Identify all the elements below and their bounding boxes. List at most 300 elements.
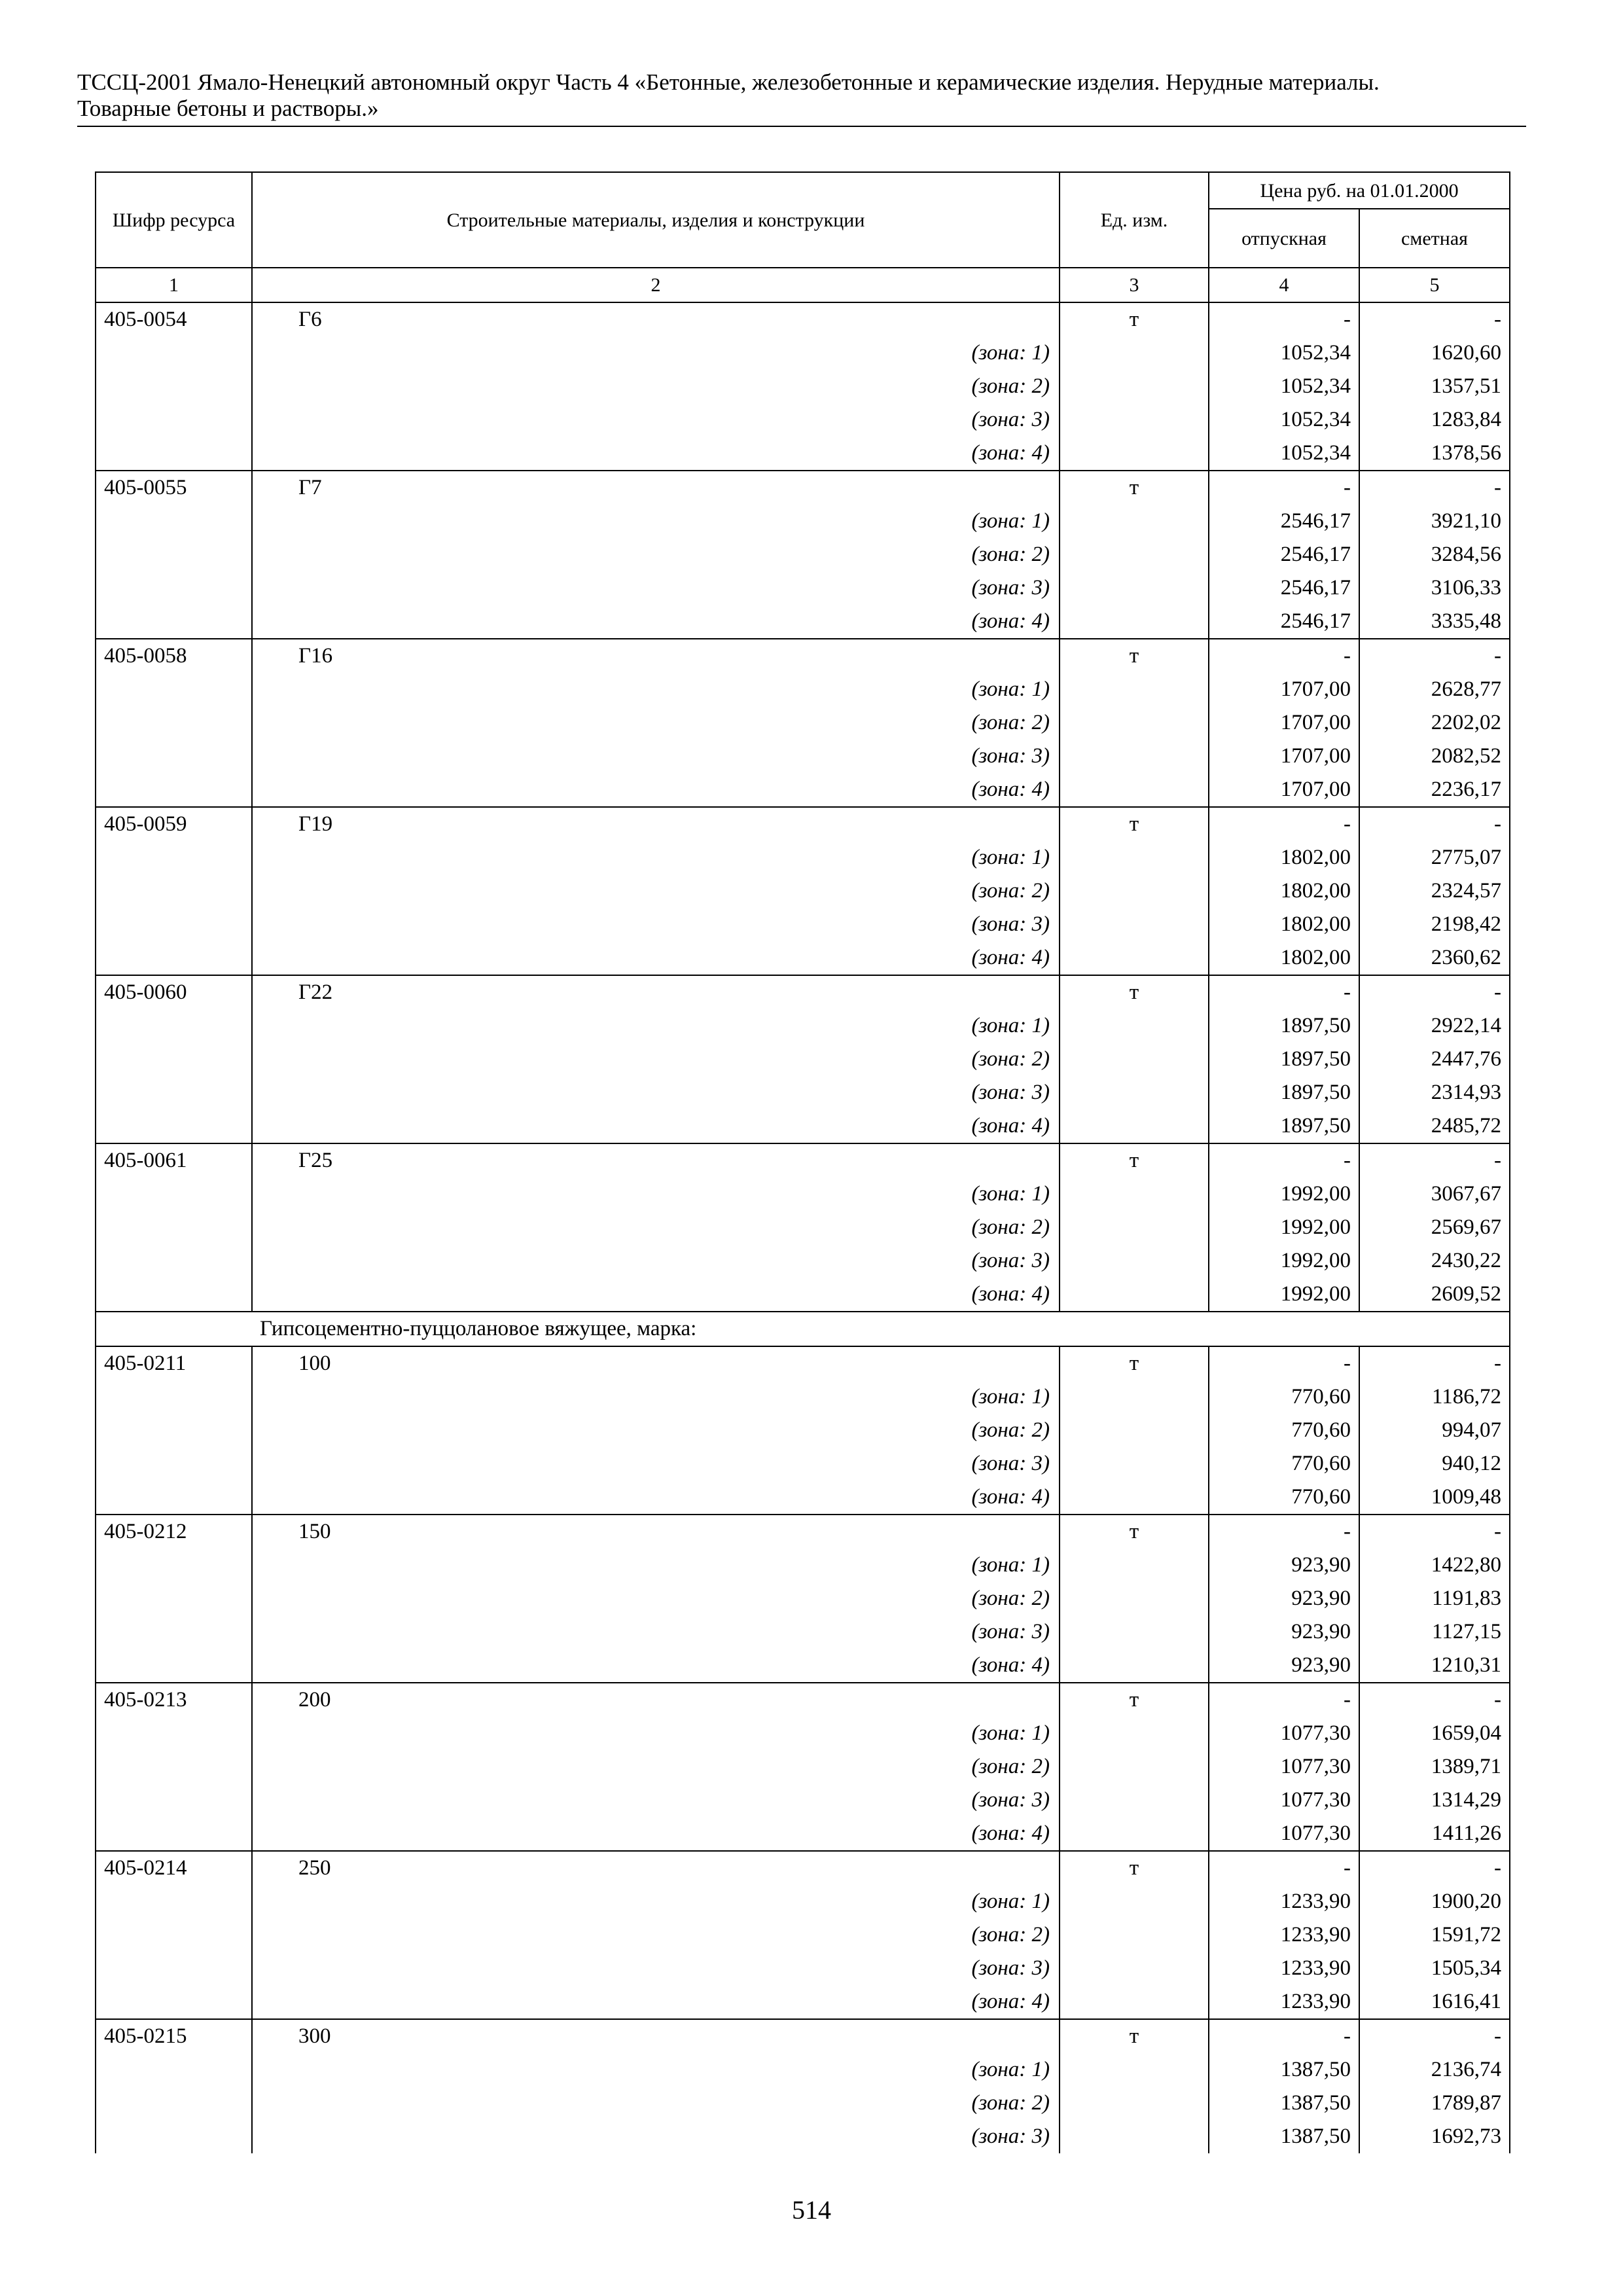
zone-label: (зона: 3) [252, 740, 1060, 773]
zone-label: (зона: 3) [252, 1784, 1060, 1817]
empty-cell [1060, 2120, 1209, 2153]
release-price: 1077,30 [1209, 1717, 1359, 1750]
zone-row [96, 571, 1510, 605]
zone-label: (зона: 4) [252, 1985, 1060, 2019]
release-price: 1077,30 [1209, 1750, 1359, 1784]
resource-code: 405-0058 [96, 639, 252, 673]
empty-cell [1060, 1649, 1209, 1683]
zone-row [96, 1043, 1510, 1076]
empty-cell [96, 941, 252, 975]
table-row [96, 2019, 1510, 2053]
zone-label: (зона: 4) [252, 1649, 1060, 1683]
resource-code: 405-0214 [96, 1851, 252, 1885]
release-price: - [1209, 2019, 1359, 2053]
empty-cell [1060, 1244, 1209, 1278]
zone-label: (зона: 1) [252, 1885, 1060, 1918]
zone-row [96, 2053, 1510, 2087]
empty-cell [1060, 1447, 1209, 1480]
zone-row [96, 706, 1510, 740]
document-header [77, 69, 1526, 127]
empty-cell [1060, 1615, 1209, 1649]
empty-cell [1060, 437, 1209, 471]
table-row [96, 302, 1510, 336]
unit: т [1060, 1683, 1209, 1717]
zone-row [96, 505, 1510, 538]
unit: т [1060, 807, 1209, 841]
empty-cell [1060, 1952, 1209, 1985]
unit: т [1060, 975, 1209, 1009]
empty-cell [96, 1784, 252, 1817]
empty-cell [1060, 2087, 1209, 2120]
empty-cell [1060, 1717, 1209, 1750]
zone-row [96, 1985, 1510, 2019]
release-price: 1052,34 [1209, 437, 1359, 471]
zone-row [96, 1211, 1510, 1244]
estimate-price: 3067,67 [1359, 1177, 1510, 1211]
zone-label: (зона: 3) [252, 2120, 1060, 2153]
empty-cell [1060, 1784, 1209, 1817]
empty-cell [1060, 505, 1209, 538]
table-row [96, 1143, 1510, 1177]
release-price: 1707,00 [1209, 740, 1359, 773]
zone-label: (зона: 2) [252, 1582, 1060, 1615]
empty-cell [96, 1447, 252, 1480]
zone-row [96, 1784, 1510, 1817]
zone-row [96, 673, 1510, 706]
header-price: Цена руб. на 01.01.2000 [1209, 172, 1510, 209]
release-price: 2546,17 [1209, 538, 1359, 571]
material-name: Г6 [252, 302, 1060, 336]
empty-cell [1060, 1278, 1209, 1312]
estimate-price: 940,12 [1359, 1447, 1510, 1480]
resource-code: 405-0061 [96, 1143, 252, 1177]
zone-label: (зона: 1) [252, 1549, 1060, 1582]
release-price: 1233,90 [1209, 1885, 1359, 1918]
release-price: - [1209, 639, 1359, 673]
empty-cell [96, 2087, 252, 2120]
zone-row [96, 1177, 1510, 1211]
zone-row [96, 403, 1510, 437]
empty-cell [1060, 403, 1209, 437]
header-estimate-price: сметная [1359, 209, 1510, 268]
release-price: 1897,50 [1209, 1009, 1359, 1043]
empty-cell [96, 2053, 252, 2087]
release-price: 1387,50 [1209, 2053, 1359, 2087]
empty-cell [96, 1109, 252, 1143]
zone-row [96, 1582, 1510, 1615]
zone-label: (зона: 2) [252, 1043, 1060, 1076]
resource-code: 405-0213 [96, 1683, 252, 1717]
estimate-price: 2628,77 [1359, 673, 1510, 706]
release-price: 1707,00 [1209, 706, 1359, 740]
zone-label: (зона: 1) [252, 1380, 1060, 1414]
release-price: 2546,17 [1209, 505, 1359, 538]
empty-cell [1060, 538, 1209, 571]
zone-label: (зона: 3) [252, 571, 1060, 605]
empty-cell [96, 1985, 252, 2019]
zone-label: (зона: 4) [252, 941, 1060, 975]
release-price: 1992,00 [1209, 1278, 1359, 1312]
release-price: 1992,00 [1209, 1244, 1359, 1278]
empty-cell [1060, 2053, 1209, 2087]
estimate-price: 2082,52 [1359, 740, 1510, 773]
estimate-price: 2198,42 [1359, 908, 1510, 941]
empty-cell [96, 437, 252, 471]
material-name: Г16 [252, 639, 1060, 673]
empty-cell [1060, 1480, 1209, 1515]
empty-cell [1060, 706, 1209, 740]
section-row [96, 1312, 1510, 1346]
empty-cell [96, 1717, 252, 1750]
empty-cell [1060, 1414, 1209, 1447]
empty-cell [96, 403, 252, 437]
empty-cell [1060, 1177, 1209, 1211]
zone-label: (зона: 1) [252, 1009, 1060, 1043]
estimate-price: - [1359, 471, 1510, 505]
resource-code: 405-0211 [96, 1346, 252, 1380]
col-number: 4 [1209, 268, 1359, 302]
unit: т [1060, 1515, 1209, 1549]
estimate-price: 1283,84 [1359, 403, 1510, 437]
material-name: 250 [252, 1851, 1060, 1885]
estimate-price: 2922,14 [1359, 1009, 1510, 1043]
estimate-price: 1422,80 [1359, 1549, 1510, 1582]
header-unit: Ед. изм. [1060, 172, 1209, 268]
empty-cell [1060, 605, 1209, 639]
estimate-price: - [1359, 2019, 1510, 2053]
estimate-price: - [1359, 302, 1510, 336]
empty-cell [1060, 1582, 1209, 1615]
release-price: - [1209, 1683, 1359, 1717]
empty-cell [1060, 941, 1209, 975]
estimate-price: 1009,48 [1359, 1480, 1510, 1515]
unit: т [1060, 639, 1209, 673]
zone-label: (зона: 4) [252, 1817, 1060, 1851]
estimate-price: 2609,52 [1359, 1278, 1510, 1312]
release-price: 2546,17 [1209, 605, 1359, 639]
estimate-price: 2569,67 [1359, 1211, 1510, 1244]
material-name: Г22 [252, 975, 1060, 1009]
empty-cell [1060, 571, 1209, 605]
empty-cell [96, 1177, 252, 1211]
release-price: - [1209, 975, 1359, 1009]
unit: т [1060, 1143, 1209, 1177]
header-code: Шифр ресурса [96, 172, 252, 268]
estimate-price: - [1359, 975, 1510, 1009]
section-title: Гипсоцементно-пуццолановое вяжущее, марка: [96, 1312, 1510, 1346]
zone-row [96, 538, 1510, 571]
estimate-price: 2202,02 [1359, 706, 1510, 740]
zone-row [96, 908, 1510, 941]
col-number: 1 [96, 268, 252, 302]
estimate-price: 1591,72 [1359, 1918, 1510, 1952]
empty-cell [1060, 1918, 1209, 1952]
estimate-price: - [1359, 1683, 1510, 1717]
estimate-price: 2447,76 [1359, 1043, 1510, 1076]
release-price: 1387,50 [1209, 2120, 1359, 2153]
zone-label: (зона: 3) [252, 908, 1060, 941]
zone-label: (зона: 1) [252, 336, 1060, 370]
empty-cell [96, 2120, 252, 2153]
zone-label: (зона: 4) [252, 1480, 1060, 1515]
zone-label: (зона: 2) [252, 538, 1060, 571]
estimate-price: 1357,51 [1359, 370, 1510, 403]
material-name: 150 [252, 1515, 1060, 1549]
zone-label: (зона: 3) [252, 403, 1060, 437]
col-number: 2 [252, 268, 1060, 302]
release-price: 1052,34 [1209, 370, 1359, 403]
resource-code: 405-0059 [96, 807, 252, 841]
zone-label: (зона: 2) [252, 1211, 1060, 1244]
empty-cell [1060, 1885, 1209, 1918]
unit: т [1060, 1346, 1209, 1380]
empty-cell [96, 740, 252, 773]
estimate-price: 1378,56 [1359, 437, 1510, 471]
estimate-price: 1616,41 [1359, 1985, 1510, 2019]
release-price: 1897,50 [1209, 1076, 1359, 1109]
release-price: 1707,00 [1209, 673, 1359, 706]
release-price: 770,60 [1209, 1380, 1359, 1414]
empty-cell [1060, 740, 1209, 773]
col-number: 3 [1060, 268, 1209, 302]
zone-row [96, 336, 1510, 370]
estimate-price: 1210,31 [1359, 1649, 1510, 1683]
zone-row [96, 370, 1510, 403]
empty-cell [96, 1615, 252, 1649]
header-release-price: отпускная [1209, 209, 1359, 268]
material-name: 100 [252, 1346, 1060, 1380]
release-price: 1992,00 [1209, 1211, 1359, 1244]
empty-cell [96, 1009, 252, 1043]
release-price: 1052,34 [1209, 336, 1359, 370]
zone-row [96, 1076, 1510, 1109]
estimate-price: 3335,48 [1359, 605, 1510, 639]
resource-code: 405-0055 [96, 471, 252, 505]
zone-row [96, 740, 1510, 773]
material-name: 200 [252, 1683, 1060, 1717]
zone-label: (зона: 3) [252, 1447, 1060, 1480]
empty-cell [96, 1211, 252, 1244]
zone-label: (зона: 2) [252, 2087, 1060, 2120]
empty-cell [96, 773, 252, 807]
release-price: 1802,00 [1209, 841, 1359, 874]
release-price: 923,90 [1209, 1582, 1359, 1615]
empty-cell [96, 673, 252, 706]
material-name: Г19 [252, 807, 1060, 841]
zone-row [96, 1414, 1510, 1447]
estimate-price: 3921,10 [1359, 505, 1510, 538]
release-price: - [1209, 1143, 1359, 1177]
resource-code: 405-0054 [96, 302, 252, 336]
zone-label: (зона: 4) [252, 437, 1060, 471]
empty-cell [96, 1380, 252, 1414]
zone-row [96, 1380, 1510, 1414]
empty-cell [96, 1244, 252, 1278]
estimate-price: 994,07 [1359, 1414, 1510, 1447]
table-row [96, 1346, 1510, 1380]
table-row [96, 471, 1510, 505]
empty-cell [1060, 1076, 1209, 1109]
empty-cell [96, 1043, 252, 1076]
estimate-price: - [1359, 639, 1510, 673]
estimate-price: - [1359, 807, 1510, 841]
resource-code: 405-0212 [96, 1515, 252, 1549]
release-price: 1387,50 [1209, 2087, 1359, 2120]
zone-row [96, 1885, 1510, 1918]
release-price: - [1209, 807, 1359, 841]
zone-row [96, 1009, 1510, 1043]
zone-label: (зона: 2) [252, 370, 1060, 403]
unit: т [1060, 1851, 1209, 1885]
release-price: 923,90 [1209, 1649, 1359, 1683]
zone-row [96, 1549, 1510, 1582]
zone-row [96, 1817, 1510, 1851]
page-number: 514 [792, 2195, 831, 2225]
estimate-price: 2775,07 [1359, 841, 1510, 874]
zone-row [96, 1918, 1510, 1952]
table-row [96, 1683, 1510, 1717]
estimate-price: - [1359, 1346, 1510, 1380]
estimate-price: 2360,62 [1359, 941, 1510, 975]
table-row [96, 807, 1510, 841]
zone-label: (зона: 2) [252, 1750, 1060, 1784]
estimate-price: - [1359, 1515, 1510, 1549]
empty-cell [1060, 908, 1209, 941]
zone-label: (зона: 2) [252, 1414, 1060, 1447]
estimate-price: 1411,26 [1359, 1817, 1510, 1851]
estimate-price: 2314,93 [1359, 1076, 1510, 1109]
zone-row [96, 841, 1510, 874]
release-price: 923,90 [1209, 1549, 1359, 1582]
zone-label: (зона: 1) [252, 1717, 1060, 1750]
table-row [96, 1515, 1510, 1549]
estimate-price: 2430,22 [1359, 1244, 1510, 1278]
zone-row [96, 1447, 1510, 1480]
zone-label: (зона: 1) [252, 1177, 1060, 1211]
release-price: 1897,50 [1209, 1109, 1359, 1143]
zone-label: (зона: 1) [252, 505, 1060, 538]
estimate-price: 1692,73 [1359, 2120, 1510, 2153]
empty-cell [96, 1649, 252, 1683]
zone-row [96, 1952, 1510, 1985]
empty-cell [96, 1549, 252, 1582]
material-name: Г7 [252, 471, 1060, 505]
empty-cell [1060, 1750, 1209, 1784]
empty-cell [96, 908, 252, 941]
estimate-price: 2236,17 [1359, 773, 1510, 807]
zone-label: (зона: 1) [252, 2053, 1060, 2087]
empty-cell [96, 841, 252, 874]
zone-row [96, 1109, 1510, 1143]
zone-row [96, 1750, 1510, 1784]
price-table [95, 171, 1510, 2153]
unit: т [1060, 471, 1209, 505]
zone-label: (зона: 2) [252, 1918, 1060, 1952]
zone-label: (зона: 4) [252, 1109, 1060, 1143]
zone-label: (зона: 2) [252, 874, 1060, 908]
table-body [96, 302, 1510, 2153]
estimate-price: 1127,15 [1359, 1615, 1510, 1649]
zone-label: (зона: 4) [252, 1278, 1060, 1312]
col-number: 5 [1359, 268, 1510, 302]
zone-row [96, 773, 1510, 807]
estimate-price: 1314,29 [1359, 1784, 1510, 1817]
header-line-1: ТССЦ-2001 Ямало-Ненецкий автономный округ Часть 4 «Бетонные, железобетонные и керамические изделия. Нерудные материалы. [77, 69, 1380, 95]
zone-row [96, 2120, 1510, 2153]
empty-cell [96, 1952, 252, 1985]
empty-cell [1060, 1380, 1209, 1414]
header-line-2: Товарные бетоны и растворы.» [77, 96, 379, 121]
zone-label: (зона: 3) [252, 1615, 1060, 1649]
estimate-price: 1620,60 [1359, 336, 1510, 370]
empty-cell [1060, 1043, 1209, 1076]
empty-cell [1060, 1211, 1209, 1244]
release-price: - [1209, 1346, 1359, 1380]
zone-row [96, 2087, 1510, 2120]
empty-cell [96, 1278, 252, 1312]
release-price: 2546,17 [1209, 571, 1359, 605]
unit: т [1060, 2019, 1209, 2053]
empty-cell [96, 1414, 252, 1447]
release-price: 1802,00 [1209, 941, 1359, 975]
release-price: 1233,90 [1209, 1985, 1359, 2019]
empty-cell [96, 874, 252, 908]
release-price: - [1209, 1515, 1359, 1549]
estimate-price: 1186,72 [1359, 1380, 1510, 1414]
estimate-price: 1505,34 [1359, 1952, 1510, 1985]
estimate-price: - [1359, 1851, 1510, 1885]
zone-row [96, 1717, 1510, 1750]
release-price: 1077,30 [1209, 1817, 1359, 1851]
estimate-price: 2485,72 [1359, 1109, 1510, 1143]
estimate-price: 3284,56 [1359, 538, 1510, 571]
empty-cell [1060, 841, 1209, 874]
empty-cell [96, 1480, 252, 1515]
zone-label: (зона: 2) [252, 706, 1060, 740]
release-price: - [1209, 471, 1359, 505]
zone-label: (зона: 4) [252, 773, 1060, 807]
estimate-price: 2324,57 [1359, 874, 1510, 908]
release-price: 1992,00 [1209, 1177, 1359, 1211]
empty-cell [96, 1582, 252, 1615]
empty-cell [1060, 336, 1209, 370]
zone-label: (зона: 3) [252, 1952, 1060, 1985]
release-price: 1233,90 [1209, 1952, 1359, 1985]
zone-row [96, 874, 1510, 908]
estimate-price: 1900,20 [1359, 1885, 1510, 1918]
release-price: - [1209, 302, 1359, 336]
estimate-price: 2136,74 [1359, 2053, 1510, 2087]
empty-cell [96, 336, 252, 370]
estimate-price: 3106,33 [1359, 571, 1510, 605]
zone-label: (зона: 1) [252, 841, 1060, 874]
zone-row [96, 1278, 1510, 1312]
release-price: - [1209, 1851, 1359, 1885]
release-price: 1802,00 [1209, 908, 1359, 941]
zone-row [96, 1480, 1510, 1515]
table-row [96, 639, 1510, 673]
zone-row [96, 1615, 1510, 1649]
empty-cell [1060, 874, 1209, 908]
empty-cell [1060, 1549, 1209, 1582]
empty-cell [96, 505, 252, 538]
zone-row [96, 1244, 1510, 1278]
empty-cell [1060, 773, 1209, 807]
unit: т [1060, 302, 1209, 336]
empty-cell [1060, 1985, 1209, 2019]
resource-code: 405-0060 [96, 975, 252, 1009]
release-price: 1052,34 [1209, 403, 1359, 437]
